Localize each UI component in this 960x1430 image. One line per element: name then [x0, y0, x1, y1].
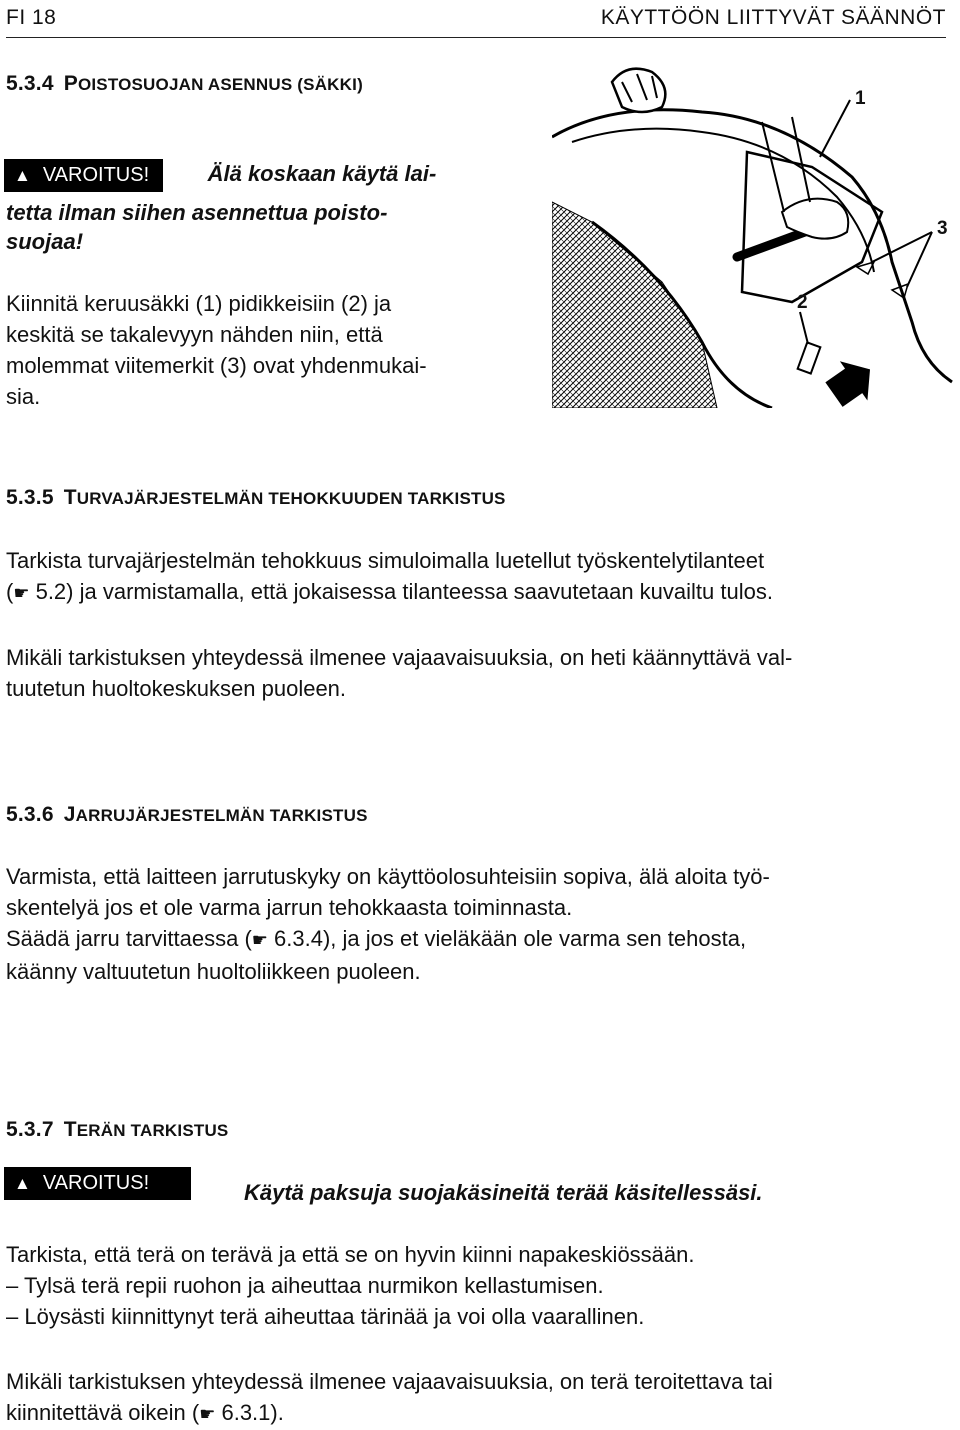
section-number: 5.3.4 — [6, 72, 54, 95]
figure-label-2: 2 — [797, 292, 808, 313]
list-item: – Tylsä terä repii ruohon ja aiheuttaa nurmikon kellastumisen. — [6, 1273, 604, 1298]
body-paragraph-536: Varmista, että laitteen jarrutuskyky on käyttöolosuhteisiin sopiva, älä aloita työ- skentelyä jos et ole varma jarrun tehokkaasta toiminnasta. Säädä jarru tarvittaessa (☛ 6.3.4), ja jos et vieläkään ole varma sen tehosta, käänny valtuutetun huoltoliikkeen puoleen. — [6, 864, 770, 984]
list-item: – Löysästi kiinnittynyt terä aiheuttaa tärinää ja voi olla vaarallinen. — [6, 1304, 645, 1329]
warning-text-line3: suojaa! — [6, 229, 84, 254]
figure-label-3: 3 — [937, 218, 948, 239]
body-paragraph-537: Tarkista, että terä on terävä ja että se on hyvin kiinni napakeskiössään. – Tylsä terä repii ruohon ja aiheuttaa nurmikon kellastumisen. – Löysästi kiinnittynyt terä aiheuttaa tärinää ja voi olla vaarallinen. — [6, 1239, 695, 1332]
page-number: FI 18 — [6, 6, 57, 29]
pointing-hand-icon: ☛ — [251, 930, 268, 951]
section-title-rest: OISTOSUOJAN ASENNUS (SÄKKI) — [77, 75, 363, 94]
chapter-title: KÄYTTÖÖN LIITTYVÄT SÄÄNNÖT — [600, 6, 946, 29]
section-heading-534 — [6, 72, 363, 96]
section-title-initial: P — [63, 72, 78, 95]
warning-block-537 — [4, 1167, 191, 1200]
warning-text: Käytä paksuja suojakäsineitä terää käsitellessäsi. — [244, 1180, 763, 1205]
pointing-hand-icon: ☛ — [199, 1404, 216, 1425]
warning-text-line2: tetta ilman siihen asennettua poisto- — [6, 200, 388, 225]
warning-badge: ▲ VAROITUS! — [4, 159, 163, 192]
bag-clip — [798, 342, 821, 373]
warning-text-line1: Älä koskaan käytä lai- — [207, 161, 437, 186]
pointing-hand-icon: ☛ — [13, 583, 30, 604]
body-paragraph-534: Kiinnitä keruusäkki (1) pidikkeisiin (2) ja keskitä se takalevyyn nähden niin, että molemmat viitemerkit (3) ovat yhdenmukai- sia. — [6, 291, 427, 409]
body-paragraph-535-1: Tarkista turvajärjestelmän tehokkuus simuloimalla luetellut työskentelytilanteet (☛ 5.2) ja varmistamalla, että jokaisessa tilanteessa saavutetaan kuvailtu tulos. — [6, 548, 773, 604]
figure-label-1: 1 — [855, 88, 866, 109]
ground-hatching — [552, 202, 717, 408]
warning-triangle-icon: ▲ — [14, 1174, 31, 1193]
body-paragraph-535-2: Mikäli tarkistuksen yhteydessä ilmenee vajaavaisuuksia, on heti käännyttävä val- tuutetun huoltokeskuksen puoleen. — [6, 645, 793, 701]
header-divider — [6, 37, 946, 38]
warning-triangle-icon: ▲ — [14, 166, 31, 185]
section-heading-536: 5.3.6 JARRUJÄRJESTELMÄN TARKISTUS — [6, 803, 368, 826]
grass-bag-figure — [552, 62, 954, 408]
warning-block-534 — [4, 159, 524, 192]
warning-badge: ▲ VAROITUS! — [4, 1167, 191, 1200]
direction-arrow-icon — [820, 350, 884, 408]
final-paragraph-537: Mikäli tarkistuksen yhteydessä ilmenee vajaavaisuuksia, on terä teroitettava tai kiinnitettävä oikein (☛ 6.3.1). — [6, 1369, 773, 1425]
section-heading-537: 5.3.7 TERÄN TARKISTUS — [6, 1118, 229, 1141]
section-heading-535: 5.3.5 TURVAJÄRJESTELMÄN TEHOKKUUDEN TARKISTUS — [6, 486, 506, 509]
